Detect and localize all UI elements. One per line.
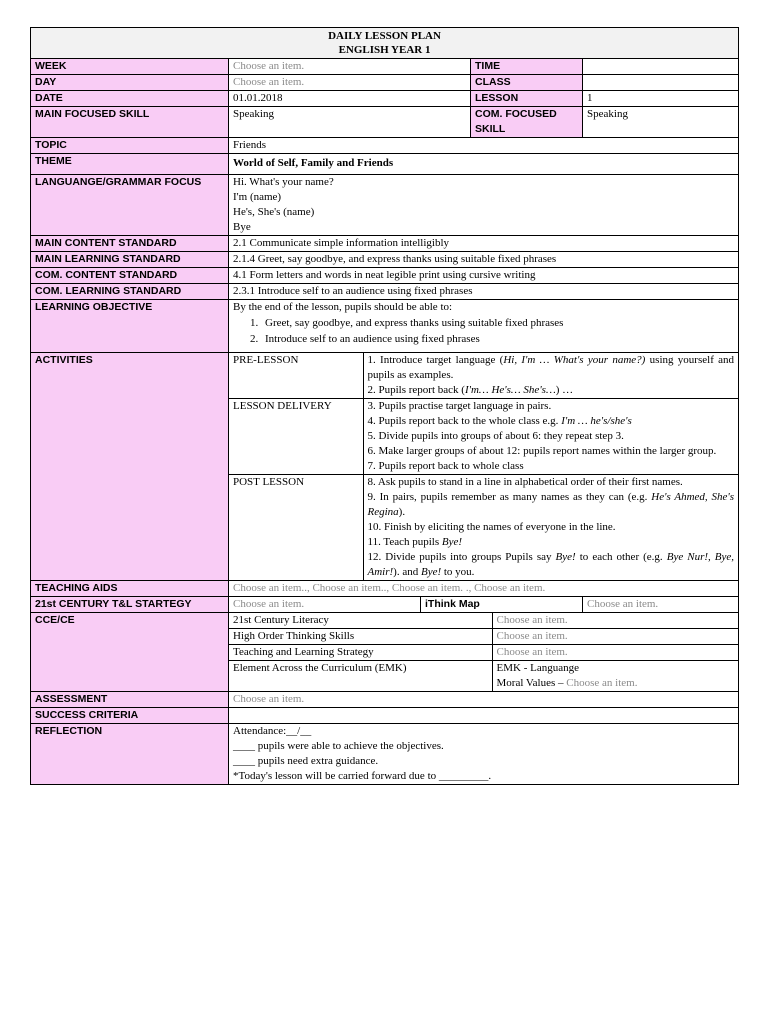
cce-dropdown[interactable]: Choose an item.	[492, 645, 738, 661]
activity-step: 7. Pupils report back to whole class	[367, 460, 524, 472]
theme-label: THEME	[31, 154, 229, 175]
teaching-aid-dropdown[interactable]: Choose an item.	[474, 582, 546, 594]
main-learning-standard-label: MAIN LEARNING STANDARD	[31, 252, 229, 268]
topic-value[interactable]: Friends	[229, 138, 739, 154]
activities-table	[229, 353, 738, 580]
main-skill-value[interactable]: Speaking	[229, 107, 471, 138]
activity-step: 12. Divide pupils into groups Pupils say Bye! to each other (e.g. Bye Nur!, Bye, Amir!). and Bye! to you.	[367, 551, 735, 578]
language-focus-label: LANGUANGE/GRAMMAR FOCUS	[31, 175, 229, 236]
week-dropdown[interactable]: Choose an item.	[229, 59, 471, 75]
reflection-line: ____ pupils were able to achieve the objectives.	[233, 740, 444, 752]
ithink-map-label: iThink Map	[421, 597, 583, 613]
lesson-plan-table	[30, 27, 739, 785]
lesson-label: LESSON	[471, 91, 583, 107]
title-line-2: ENGLISH YEAR 1	[338, 44, 431, 56]
objective-item: 1. Greet, say goodbye, and express thanks using suitable fixed phrases	[261, 315, 734, 331]
teaching-aids-label: TEACHING AIDS	[31, 581, 229, 597]
language-focus-line: Hi. What's your name?	[233, 176, 334, 188]
main-skill-label: MAIN FOCUSED SKILL	[31, 107, 229, 138]
activity-step: 5. Divide pupils into groups of about 6: they repeat step 3.	[367, 430, 624, 442]
lesson-delivery-label: LESSON DELIVERY	[229, 399, 363, 475]
pre-lesson-label: PRE-LESSON	[229, 353, 363, 399]
learning-objective-value[interactable]	[229, 300, 739, 353]
cce-row-label: 21st Century Literacy	[229, 613, 492, 629]
activity-step: 1. Introduce target language (Hi, I'm … What's your name?) using yourself and pupils as examples.	[367, 354, 735, 381]
language-focus-value[interactable]	[229, 175, 739, 236]
century-strategy-label: 21st CENTURY T&L STARTEGY	[31, 597, 229, 613]
objective-list	[233, 315, 734, 347]
language-focus-line: He's, She's (name)	[233, 206, 315, 218]
reflection-value[interactable]	[229, 724, 739, 785]
cce-table	[229, 613, 738, 691]
lesson-delivery-steps[interactable]	[363, 399, 738, 475]
class-value[interactable]	[583, 75, 739, 91]
com-learning-standard-value[interactable]: 2.3.1 Introduce self to an audience using fixed phrases	[229, 284, 739, 300]
class-label: CLASS	[471, 75, 583, 91]
emk-value: EMK - Languange	[496, 662, 579, 674]
day-dropdown[interactable]: Choose an item.	[229, 75, 471, 91]
cce-dropdown[interactable]: Choose an item.	[492, 613, 738, 629]
com-content-standard-label: COM. CONTENT STANDARD	[31, 268, 229, 284]
topic-label: TOPIC	[31, 138, 229, 154]
post-lesson-label: POST LESSON	[229, 475, 363, 581]
activity-step: 11. Teach pupils Bye!	[367, 536, 463, 548]
assessment-dropdown[interactable]: Choose an item.	[229, 692, 739, 708]
language-focus-line: Bye	[233, 221, 251, 233]
language-focus-line: I'm (name)	[233, 191, 282, 203]
main-content-standard-value[interactable]: 2.1 Communicate simple information intelligibly	[229, 236, 739, 252]
activity-step: 3. Pupils practise target language in pairs.	[367, 400, 552, 412]
success-criteria-value[interactable]	[229, 708, 739, 724]
teaching-aid-dropdown[interactable]: Choose an item.	[391, 582, 464, 594]
com-skill-label: COM. FOCUSED SKILL	[471, 107, 583, 138]
lesson-value[interactable]: 1	[583, 91, 739, 107]
teaching-aid-dropdown[interactable]: Choose an item.	[233, 582, 305, 594]
objective-item: 2. Introduce self to an audience using fixed phrases	[261, 331, 734, 347]
teaching-aid-dropdown[interactable]: Choose an item.	[312, 582, 384, 594]
plan-title	[31, 28, 739, 59]
activity-step: 8. Ask pupils to stand in a line in alphabetical order of their first names.	[367, 476, 683, 488]
activities-cell	[229, 353, 739, 581]
cce-label: CCE/CE	[31, 613, 229, 692]
reflection-line: *Today's lesson will be carried forward due to _________.	[233, 770, 492, 782]
cce-row-label: High Order Thinking Skills	[229, 629, 492, 645]
moral-values-dropdown[interactable]: Choose an item.	[566, 677, 638, 689]
pre-lesson-steps[interactable]	[363, 353, 738, 399]
moral-values: Moral Values – Choose an item.	[496, 677, 638, 689]
activities-label: ACTIVITIES	[31, 353, 229, 581]
week-label: WEEK	[31, 59, 229, 75]
reflection-line: Attendance:__/__	[233, 725, 312, 737]
reflection-label: REFLECTION	[31, 724, 229, 785]
cce-cell	[229, 613, 739, 692]
objective-intro: By the end of the lesson, pupils should be able to:	[233, 301, 453, 313]
reflection-line: ____ pupils need extra guidance.	[233, 755, 379, 767]
main-learning-standard-value[interactable]: 2.1.4 Greet, say goodbye, and express thanks using suitable fixed phrases	[229, 252, 739, 268]
main-content-standard-label: MAIN CONTENT STANDARD	[31, 236, 229, 252]
theme-value[interactable]: World of Self, Family and Friends	[229, 154, 739, 175]
date-label: DATE	[31, 91, 229, 107]
time-value[interactable]	[583, 59, 739, 75]
title-line-1: DAILY LESSON PLAN	[328, 30, 441, 42]
cce-row-label: Teaching and Learning Strategy	[229, 645, 492, 661]
cce-dropdown[interactable]: Choose an item.	[492, 629, 738, 645]
activity-step: 6. Make larger groups of about 12: pupils report names within the larger group.	[367, 445, 717, 457]
post-lesson-steps[interactable]	[363, 475, 738, 581]
date-value[interactable]: 01.01.2018	[229, 91, 471, 107]
day-label: DAY	[31, 75, 229, 91]
lesson-plan-document	[30, 27, 738, 785]
activity-step: 9. In pairs, pupils remember as many names as they can (e.g. He's Ahmed, She's Regina).	[367, 491, 735, 518]
ithink-map-dropdown[interactable]: Choose an item.	[583, 597, 739, 613]
com-content-standard-value[interactable]: 4.1 Form letters and words in neat legible print using cursive writing	[229, 268, 739, 284]
assessment-label: ASSESSMENT	[31, 692, 229, 708]
activity-step: 10. Finish by eliciting the names of everyone in the line.	[367, 521, 616, 533]
time-label: TIME	[471, 59, 583, 75]
com-learning-standard-label: COM. LEARNING STANDARD	[31, 284, 229, 300]
emk-cell[interactable]	[492, 661, 738, 692]
success-criteria-label: SUCCESS CRITERIA	[31, 708, 229, 724]
activity-step: 2. Pupils report back (I'm… He's… She's…) …	[367, 384, 574, 396]
learning-objective-label: LEARNING OBJECTIVE	[31, 300, 229, 353]
cce-row-label: Element Across the Curriculum (EMK)	[229, 661, 492, 692]
century-strategy-dropdown[interactable]: Choose an item.	[229, 597, 421, 613]
teaching-aids-dropdowns[interactable]: Choose an item.., Choose an item.., Choose an item. ., Choose an item.	[229, 581, 739, 597]
com-skill-value[interactable]: Speaking	[583, 107, 739, 138]
activity-step: 4. Pupils report back to the whole class e.g. I'm … he's/she's	[367, 415, 632, 427]
